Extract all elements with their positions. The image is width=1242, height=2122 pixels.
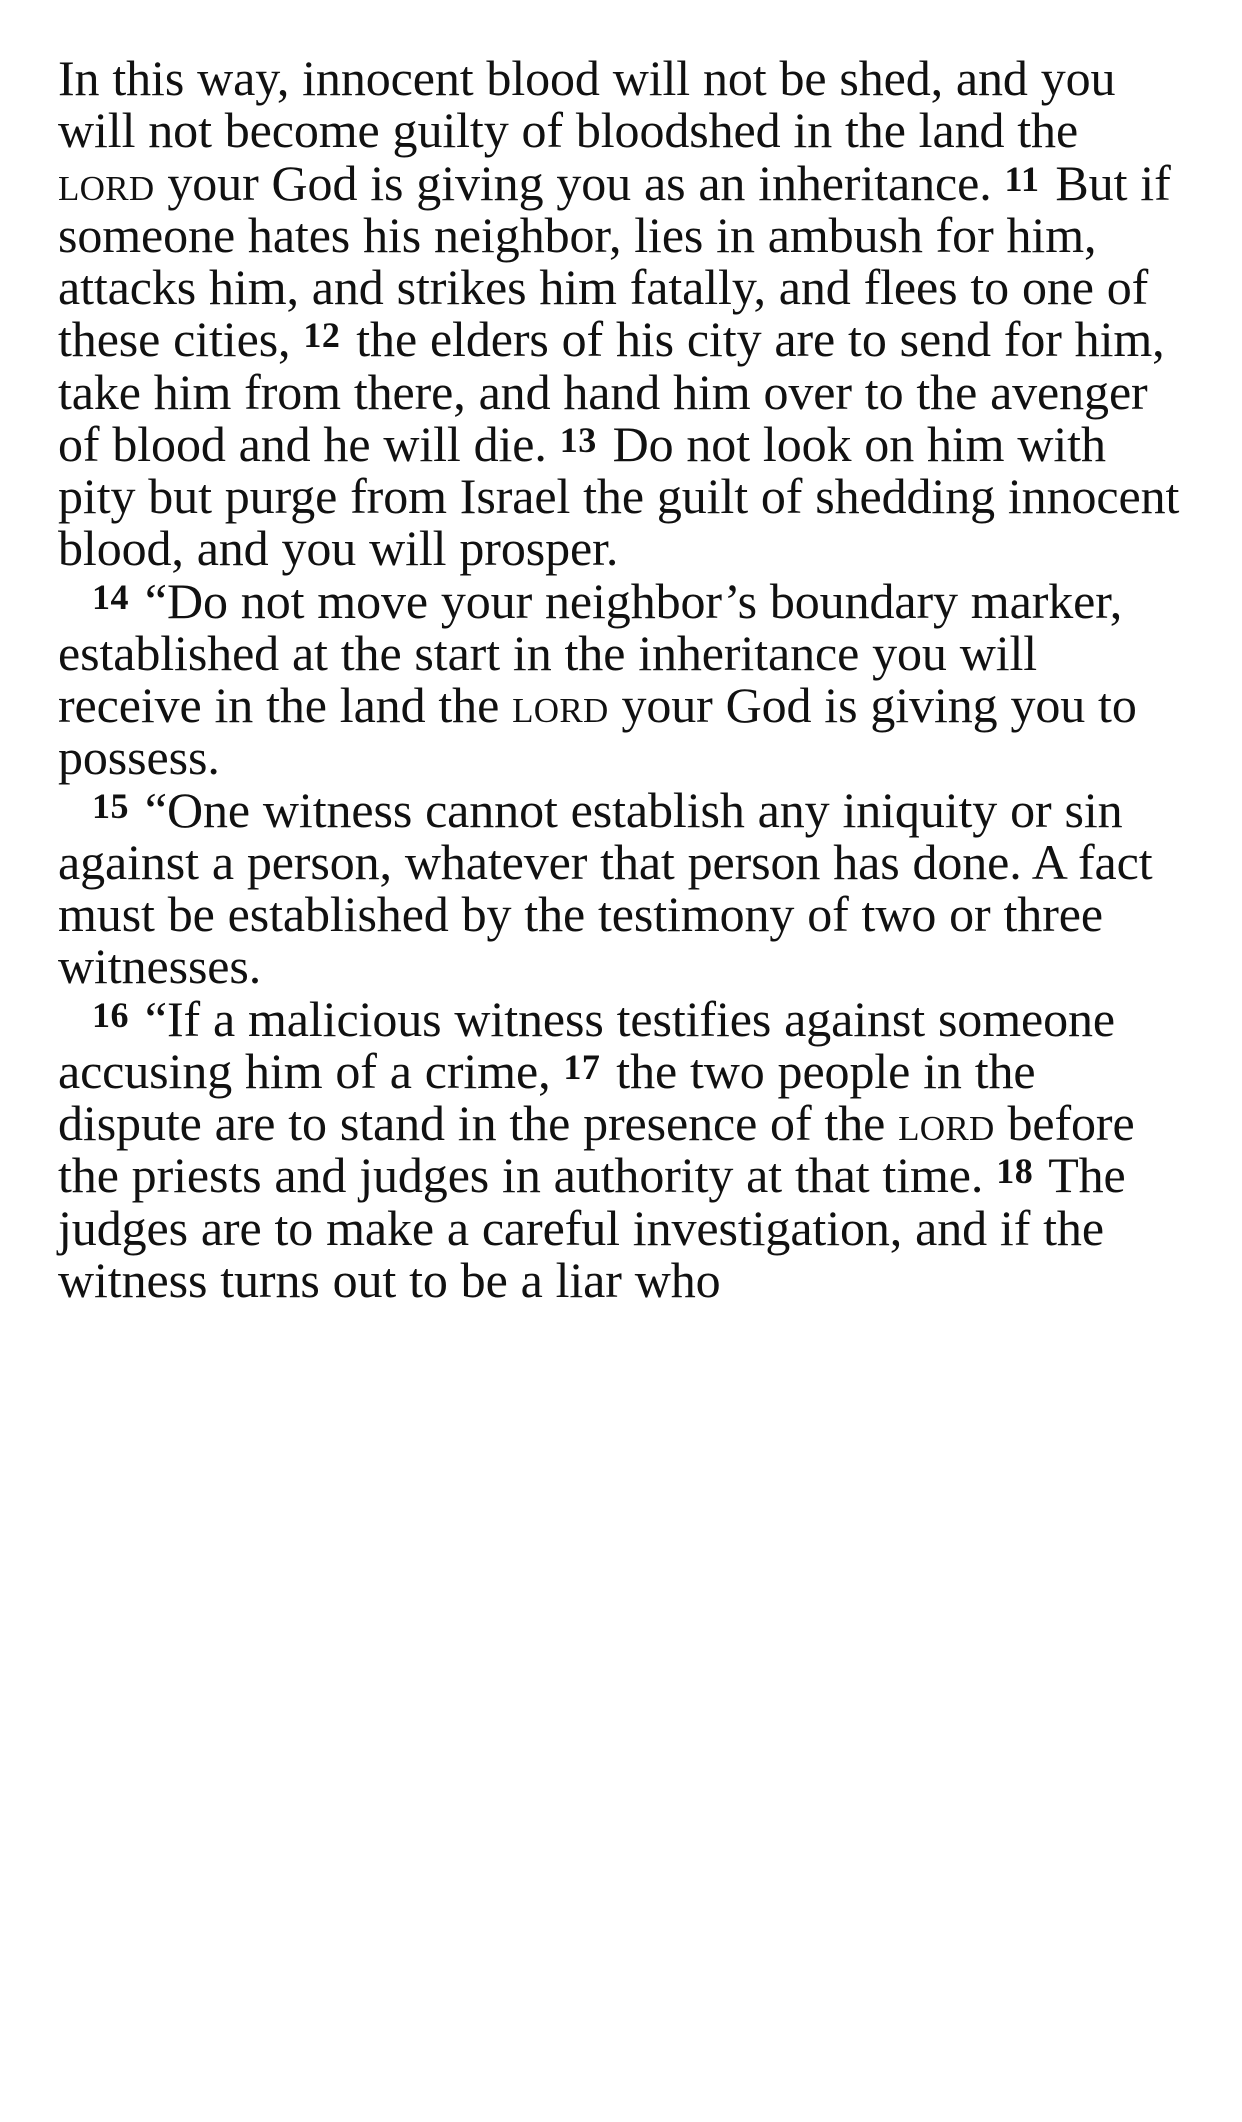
divine-name: lord bbox=[898, 1095, 995, 1151]
scripture-text-run: before the priests and judges in authority at that time. bbox=[58, 1095, 1135, 1204]
verse-number[interactable]: 16 bbox=[92, 994, 129, 1035]
scripture-paragraph bbox=[58, 781, 1184, 995]
scripture-text-run: “If a malicious witness testifies against someone accusing him of a crime, bbox=[58, 990, 1115, 1099]
scripture-paragraph bbox=[58, 52, 1184, 575]
scripture-text-run: In this way, innocent blood will not be shed, and you will not become guilty of bloodshed in the land the bbox=[58, 50, 1116, 159]
verse-number[interactable]: 17 bbox=[563, 1046, 601, 1087]
scripture-text-run: But if someone hates his neighbor, lies in ambush for him, attacks him, and strikes him fatally, and flees to one of these cities, bbox=[58, 154, 1171, 368]
scripture-paragraph bbox=[58, 572, 1184, 786]
divine-name: lord bbox=[58, 154, 155, 211]
scripture-text-run: “Do not move your neighbor’s boundary marker, established at the start in the inheritance you will receive in the land the bbox=[58, 572, 1123, 733]
scripture-text-run: The judges are to make a careful investigation, and if the witness turns out to be a liar who bbox=[58, 1147, 1126, 1308]
verse-number[interactable]: 13 bbox=[559, 419, 597, 460]
divine-name: lord bbox=[512, 677, 609, 733]
scripture-text-run: the two people in the dispute are to stand in the presence of the bbox=[58, 1042, 1036, 1151]
verse-number[interactable]: 15 bbox=[92, 785, 129, 826]
verse-number[interactable]: 12 bbox=[303, 315, 341, 356]
scripture-text-run: your God is giving you to possess. bbox=[58, 677, 1137, 786]
scripture-text-run: your God is giving you as an inheritance. bbox=[154, 154, 1005, 211]
verse-number[interactable]: 14 bbox=[92, 576, 129, 617]
scripture-text-run: the elders of his city are to send for him, take him from there, and hand him over to the avenger of blood and he will die. bbox=[58, 311, 1165, 472]
scripture-text-run: Do not look on him with pity but purge from Israel the guilt of shedding innocent blood, and you will prosper. bbox=[58, 415, 1180, 577]
scripture-text-run: “One witness cannot establish any iniquity or sin against a person, whatever that person has done. A fact must be established by the testimony of two or three witnesses. bbox=[58, 781, 1153, 995]
scripture-text-body bbox=[58, 52, 1184, 1306]
scripture-paragraph bbox=[58, 990, 1184, 1308]
verse-number[interactable]: 11 bbox=[1004, 158, 1040, 199]
verse-number[interactable]: 18 bbox=[996, 1151, 1034, 1192]
